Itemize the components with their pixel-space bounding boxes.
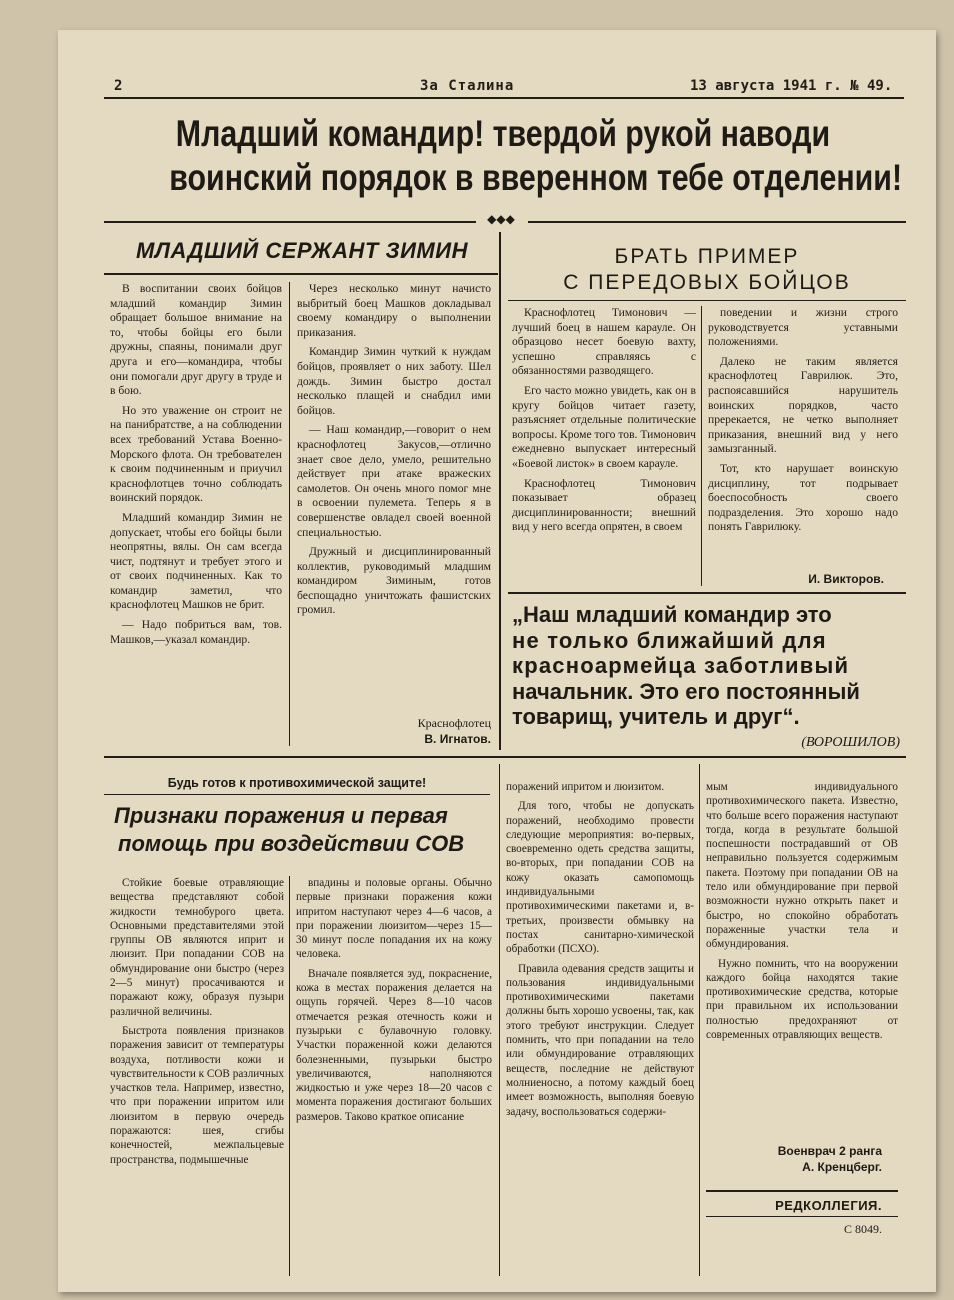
paragraph: Его часто можно увидеть, как он в кругу бойцов читает газету, разъясняет отдельные политические вопросы. Кроме того тов. Тимонович ежедневно выпускает интересный «Боевой листок» в своем карауле. xyxy=(512,383,696,470)
quote-line: не только ближайший для xyxy=(512,627,827,653)
column-divider xyxy=(699,764,700,1276)
page-number: 2 xyxy=(114,78,123,94)
header-rule xyxy=(104,97,904,99)
brat-title xyxy=(512,244,902,296)
headline-line-1: Младший командир! твердой рукой наводи xyxy=(175,113,831,154)
chem-column-2 xyxy=(296,876,492,1129)
brat-title-line-1: БРАТЬ ПРИМЕР xyxy=(614,245,800,268)
chem-signature-name: А. Кренцберг. xyxy=(802,1160,882,1174)
paragraph: Быстрота появления признаков поражения зависит от температуры воздуха, потливости кожи и чувствительности к СОВ различных участков тела. Например, известно, что при поражении ипритом или люизитом в первую очередь поражаются: шея, сгибы конечностей, межпальцевые пространства, подмышечные xyxy=(110,1024,284,1166)
paragraph: поведении и жизни строго руководствуется уставными положениями. xyxy=(708,306,898,349)
editorial-board: РЕДКОЛЛЕГИЯ. xyxy=(775,1198,882,1213)
chem-title xyxy=(114,802,494,858)
paragraph: Краснофлотец Тимонович показывает образец дисциплинированности; внешний вид у него всегда опрятен, в своем xyxy=(512,476,696,534)
chem-column-1 xyxy=(110,876,284,1172)
print-code: С 8049. xyxy=(843,1222,882,1236)
paragraph: — Наш командир,—говорит о нем краснофлотец Закусов,—отлично знает свое дело, умело, решительно действует при атаке вражеских самолетов. Он очень много помог мне в освоении пулемета. Теперь я в совершенстве овладел своей военной специальностью. xyxy=(297,423,491,539)
brat-title-rule xyxy=(508,300,906,301)
section-separator xyxy=(104,756,906,758)
paragraph: В воспитании своих бойцов младший командир Зимин обращает большое внимание на то, чтобы бойцы его были дружны, спаяны, понимали друг друга и его—командира, чтобы они помогали друг другу в труде и в бою. xyxy=(110,282,282,398)
chem-column-4 xyxy=(706,780,898,1047)
chem-signature-rank: Военврач 2 ранга xyxy=(777,1144,882,1158)
paragraph: Командир Зимин чуткий к нуждам бойцов, проявляет о них заботу. Шел дождь. Зимин быстро достал несколько плащей и снабдил ими бойцов. xyxy=(297,345,491,417)
ornament: ◆◆◆ xyxy=(487,212,515,226)
column-divider xyxy=(289,282,290,746)
paragraph: Тот, кто нарушает воинскую дисциплину, тот подрывает боеспособность своего подразделения. Это хорошо надо понять Гаврилюку. xyxy=(708,461,898,534)
paragraph: Стойкие боевые отравляющие вещества представляют собой жидкости темнобурого цвета. Основными представителями этой группы ОВ являются иприт и люизит. При попадании СОВ на обмундирование они быстро (через 2—5 минут) просачиваются и поражают кожу, образуя пузыри различной величины. xyxy=(110,877,284,1018)
kicker-rule xyxy=(104,794,490,795)
paragraph: Для того, чтобы не допускать поражений, необходимо провести следующие мероприятия: во-первых, своевременно одеть средства защиты, во-вторых, при попадании СОВ на кожу оказать самопомощь индивидуальными противохимическими пакетами и, в-третьих, произвести обмывку на постах санитарно-химической обработки (ПСХО). xyxy=(506,800,694,956)
paragraph: Младший командир Зимин не допускает, чтобы его бойцы были неопрятны, вялы. Он сам всегда чист, подтянут и требует этого и от своих подчиненных. Как то командир заметил, что краснофлотец Машков не брит. xyxy=(110,510,282,612)
chem-column-3 xyxy=(506,780,694,1124)
quote-line: товарищ, учитель и друг“. xyxy=(512,704,800,729)
paragraph: Но это уважение он строит не на панибратстве, а на соблюдении всех требований Устава Военно-Морского флота. Он требователен к своим подчиненным и приучил краснофлотцев точно соблюдать воинский порядок. xyxy=(110,403,282,505)
paragraph: Нужно помнить, что на вооружении каждого бойца находятся такие противохимические средства, которые при правильном их использовании полностью предохраняют от современных отравляющих веществ. xyxy=(706,957,898,1042)
editorial-rule xyxy=(706,1190,898,1192)
paragraph: Дружный и дисциплинированный коллектив, руководимый младшим командиром Зиминым, готов беспощадно уничтожать фашистских громил. xyxy=(297,545,491,617)
paragraph: мым индивидуального противохимического пакета. Известно, что больше всего поражения наступают тогда, когда в результате большой поспешности пострадавший от ОВ неправильно пользуется содержимым пакета. Поэтому при попадании ОВ на тело или обмундирование при первой возможности нужно открыть пакет и быстро, но спокойно обработать пораженные участки тела и обмундирования. xyxy=(706,781,898,951)
brat-signature: И. Викторов. xyxy=(808,572,884,586)
issue-date: 13 августа 1941 г. № 49. xyxy=(690,78,893,94)
chem-title-line-1: Признаки поражения и первая xyxy=(114,803,448,828)
zimin-signature-role: Краснофлотец xyxy=(417,716,491,730)
column-divider xyxy=(499,764,500,1276)
ornament-rule-right xyxy=(528,221,906,223)
ornament-rule-left xyxy=(104,221,476,223)
quote-line: начальник. Это его постоянный xyxy=(512,678,860,704)
column-divider xyxy=(701,306,702,586)
paragraph: — Надо побриться вам, тов. Машков,—указал командир. xyxy=(110,618,282,646)
chem-kicker: Будь готов к противохимической защите! xyxy=(167,776,427,790)
paragraph: поражений ипритом и люизитом. xyxy=(506,781,665,793)
zimin-title-rule xyxy=(104,273,498,275)
footer-rule xyxy=(706,1216,898,1217)
chem-title-line-2: помощь при воздействии СОВ xyxy=(118,831,465,856)
paragraph: Далеко не таким является краснофлотец Гаврилюк. Это, распоясавшийся нарушитель воинских порядков, часто пререкается, не четко выполняет приказания, внешний вид у него замызганный. xyxy=(708,354,898,456)
zimin-column-1 xyxy=(110,282,282,652)
paragraph: Через несколько минут начисто выбритый боец Машков докладывал своему командиру о выполнении приказания. xyxy=(297,282,491,339)
zimin-column-2 xyxy=(297,282,491,623)
brat-column-1 xyxy=(512,306,696,540)
quote-line: красноармейца заботливый xyxy=(512,653,850,678)
brat-column-2 xyxy=(708,306,898,540)
quote-attribution: (ВОРОШИЛОВ) xyxy=(801,735,900,750)
newspaper-name: За Сталина xyxy=(420,78,515,94)
paragraph: Правила одевания средств защиты и пользования индивидуальными противохимическими пакетами должны быть хорошо усвоены, так, как этого требуют инструкции. Следует помнить, что при попадании на тело или обмундирование отравляющих веществ, последние не действуют молниеносно, а потому каждый боец имеет возможность, выполняя боевую задачу, воспользоваться содержи- xyxy=(506,962,694,1118)
paragraph: впадины и половые органы. Обычно первые признаки поражения кожи ипритом наступают через 4—6 часов, а при поражении люизитом—через 15—30 минут после попадания их на кожу человека. xyxy=(296,877,492,961)
paragraph: Вначале появляется зуд, покраснение, кожа в местах поражения делается на ощупь горячей. Через 8—10 часов отмечается резкая отечность кожи и пузырьки с булавочную головку. Участки пораженной кожи делаются болезненными, пузырьки быстро увеличиваются, наполняются жидкостью и уже через 18—20 часов с момента поражения достигают больших размеров. Таково краткое описание xyxy=(296,967,492,1123)
voroshilov-quote xyxy=(512,602,904,730)
main-headline xyxy=(169,112,903,200)
section-divider xyxy=(499,232,501,750)
zimin-signature-name: В. Игнатов. xyxy=(424,732,491,746)
brat-title-line-2: С ПЕРЕДОВЫХ БОЙЦОВ xyxy=(563,271,851,294)
quote-top-rule xyxy=(508,592,906,594)
headline-line-2: воинский порядок в вверенном тебе отделении! xyxy=(169,157,903,198)
quote-line: „Наш младший командир это xyxy=(512,602,832,627)
paragraph: Краснофлотец Тимонович — лучший боец в нашем карауле. Он образцово несет боевую вахту, успешно справляясь с обязанностями разводящего. xyxy=(512,306,696,378)
column-divider xyxy=(289,876,290,1276)
zimin-title: МЛАДШИЙ СЕРЖАНТ ЗИМИН xyxy=(136,238,468,263)
